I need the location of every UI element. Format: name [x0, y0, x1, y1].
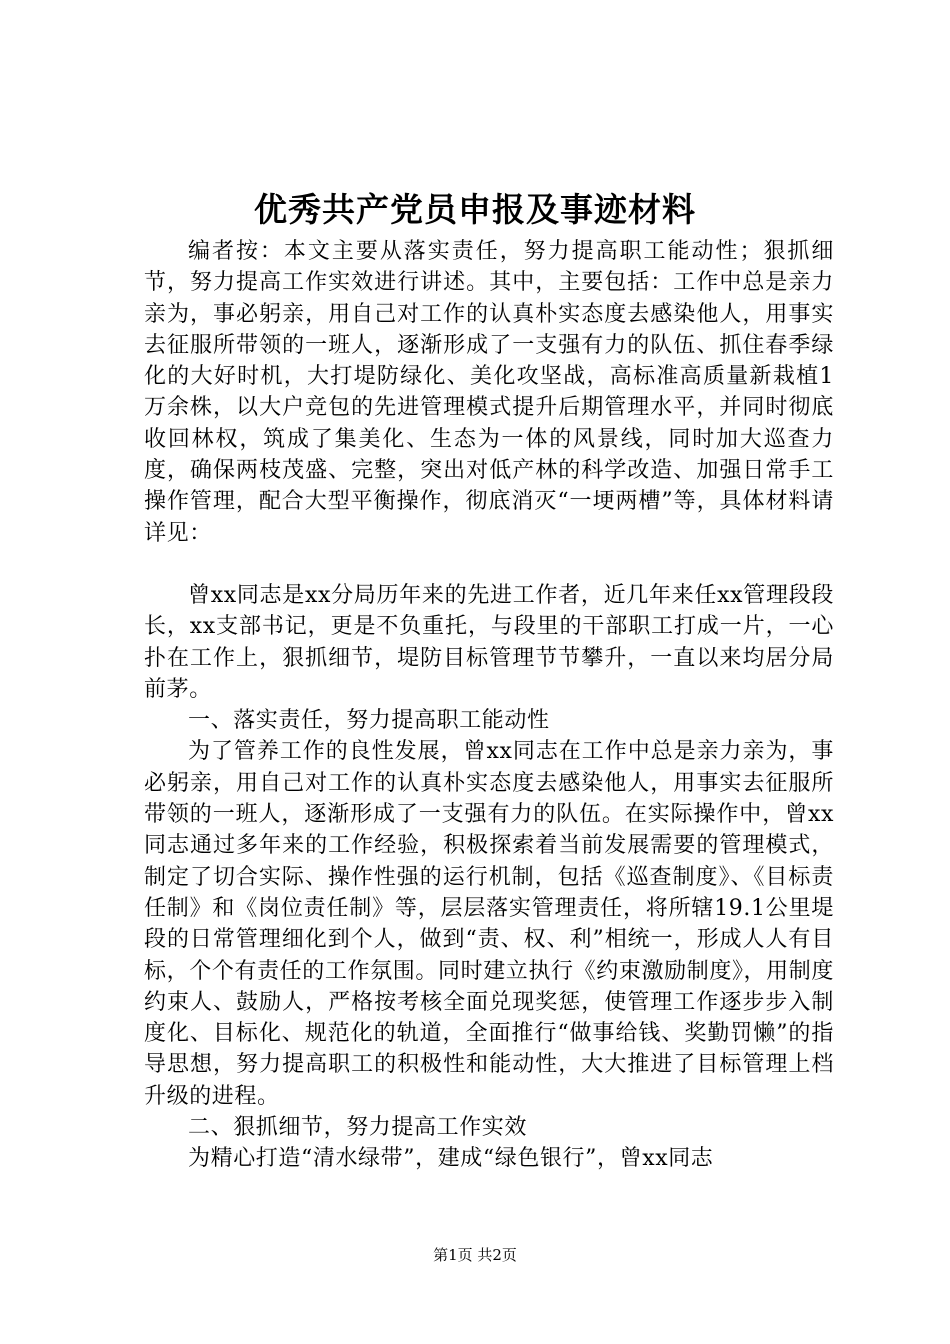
paragraph-spacer: [144, 549, 834, 580]
editor-note-paragraph: 编者按：本文主要从落实责任，努力提高职工能动性；狠抓细节，努力提高工作实效进行讲述。其中，主要包括：工作中总是亲力亲为，事必躬亲，用自己对工作的认真朴实态度去感染他人，用事实去征服所带领的一班人，逐渐形成了一支强有力的队伍、抓住春季绿化的大好时机，大打堤防绿化、美化攻坚战，高标准高质量新栽植1万余株，以大户竞包的先进管理模式提升后期管理水平，并同时彻底收回林权，筑成了集美化、生态为一体的风景线，同时加大巡查力度，确保两枝茂盛、完整，突出对低产林的科学改造、加强日常手工操作管理，配合大型平衡操作，彻底消灭“一埂两槽”等，具体材料请详见：: [144, 239, 834, 546]
document-title: 优秀共产党员申报及事迹材料: [254, 190, 696, 229]
section-1-paragraph: 为了管养工作的良性发展，曾xx同志在工作中总是亲力亲为，事必躬亲，用自己对工作的认真朴实态度去感染他人，用事实去征服所带领的一班人，逐渐形成了一支强有力的队伍。在实际操作中，曾xx同志通过多年来的工作经验，积极探索着当前发展需要的管理模式，制定了切合实际、操作性强的运行机制，包括《巡查制度》、《目标责任制》和《岗位责任制》等，层层落实管理责任，将所辖19.1公里堤段的日常管理细化到个人，做到“责、权、利”相统一，形成人人有目标，个个有责任的工作氛围。同时建立执行《约束激励制度》，用制度约束人、鼓励人，严格按考核全面兑现奖惩，使管理工作逐步步入制度化、目标化、规范化的轨道，全面推行“做事给钱、奖勤罚懒”的指导思想，努力提高职工的积极性和能动性，大大推进了目标管理上档升级的进程。: [144, 739, 834, 1109]
page-footer: 第1页 共2页: [433, 1246, 517, 1264]
section-1-heading: 一、落实责任，努力提高职工能动性: [188, 708, 550, 734]
document-body: [144, 236, 834, 1175]
intro-paragraph: 曾xx同志是xx分局历年来的先进工作者，近几年来任xx管理段段长，xx支部书记，更是不负重托，与段里的干部职工打成一片，一心扑在工作上，狠抓细节，堤防目标管理节节攀升，一直以来均居分局前茅。: [144, 582, 834, 702]
section-2-paragraph: 为精心打造“清水绿带”，建成“绿色银行”，曾xx同志: [188, 1146, 714, 1172]
section-2-heading: 二、狠抓细节，努力提高工作实效: [188, 1115, 528, 1141]
